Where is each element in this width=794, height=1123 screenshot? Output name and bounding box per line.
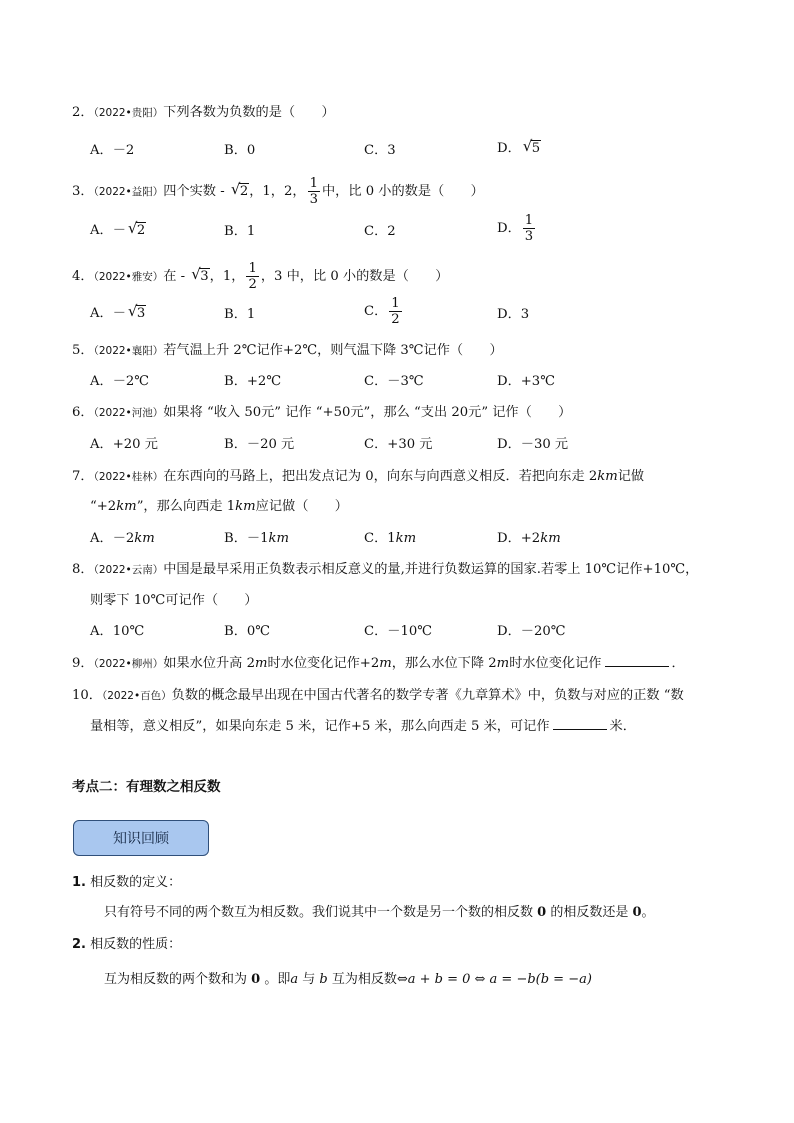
property-heading: 2. 相反数的性质：: [72, 937, 182, 952]
fraction: $\frac{1}{3}$: [524, 213, 534, 244]
section-title: 考点二：有理数之相反数: [72, 779, 221, 795]
question-10-continued: 量相等，意义相反”，如果向东走 5 米，记作+5 米，那么向西走 5 米，可记作 米．: [90, 716, 636, 737]
q6-option-d: D．－30 元: [497, 437, 569, 452]
q6-option-b: B．－20 元: [224, 437, 295, 452]
q6-option-c: C．+30 元: [364, 437, 433, 452]
question-9: 9．（2022•柳州）如果水位升高 2m时水位变化记作+2m，那么水位下降 2m时水位变化记作 ．: [72, 653, 685, 674]
q7-option-b: B．－1km: [224, 531, 289, 546]
question-10: 10．（2022•百色）负数的概念最早出现在中国古代著名的数学专著《九章算术》中，负数与对应的正数 “数: [72, 688, 684, 703]
q8-option-b: B．0℃: [224, 624, 271, 639]
question-8-continued: 则零下 10℃可记作（ ）: [90, 593, 258, 608]
sqrt-symbol: √ 2: [230, 180, 249, 199]
q2-option-c: C．3: [364, 143, 396, 158]
answer-blank[interactable]: [553, 716, 607, 730]
question-5: 5．（2022•襄阳）若气温上升 2℃记作+2℃，则气温下降 3℃记作（ ）: [72, 343, 503, 358]
question-7: 7．（2022•桂林）在东西向的马路上，把出发点记为 0，向东与向西意义相反．若把向东走 2km记做: [72, 469, 645, 484]
sqrt-symbol: √ 2: [127, 219, 146, 238]
q8-option-c: C．－10℃: [364, 624, 432, 639]
q3-option-c: C．2: [364, 224, 396, 239]
q3-option-b: B．1: [224, 224, 256, 239]
sqrt-symbol: √ 5: [522, 137, 541, 156]
q4-option-d: D．3: [497, 307, 530, 322]
q5-option-c: C．－3℃: [364, 374, 424, 389]
q5-option-a: A．－2℃: [90, 374, 150, 389]
q4-option-c: C． $\frac{1}{2}$: [364, 296, 400, 327]
question-8: 8．（2022•云南）中国是最早采用正负数表示相反意义的量,并进行负数运算的国家.若零上 10℃记作+10℃，: [72, 562, 699, 577]
q7-option-d: D．+2km: [497, 531, 561, 546]
q2-option-b: B．0: [224, 143, 256, 158]
q2-option-d: D． √ 5: [497, 139, 541, 159]
answer-blank[interactable]: [605, 653, 669, 667]
q4-option-b: B．1: [224, 307, 256, 322]
q5-option-b: B．+2℃: [224, 374, 282, 389]
definition-text: 只有符号不同的两个数互为相反数。我们说其中一个数是另一个数的相反数 0 的相反数还是 0。: [104, 905, 655, 920]
q2-option-a: A．－2: [90, 143, 135, 158]
fraction: $\frac{1}{2}$: [391, 296, 400, 327]
fraction: $\frac{1}{2}$: [248, 261, 257, 292]
q3-option-a: A．－ √ 2: [90, 221, 146, 241]
formula: a + b = 0 ⇔ a = −b(b = −a): [407, 972, 592, 987]
question-7-continued: “+2km”，那么向西走 1km应记做（ ）: [90, 499, 348, 514]
fraction: $\frac{1}{3}$: [309, 176, 318, 207]
q4-option-a: A．－ √ 3: [90, 304, 146, 324]
q5-option-d: D．+3℃: [497, 374, 555, 389]
question-6: 6．（2022•河池）如果将 “收入 50元” 记作 “+50元”，那么 “支出 20元” 记作（ ）: [72, 405, 572, 420]
q7-option-a: A．－2km: [90, 531, 155, 546]
question-3: 3．（2022•益阳）四个实数 - √ 2，1，2， $\frac{1}{3}$ 中，比 0 小的数是（ ）: [72, 176, 484, 207]
q8-option-a: A．10℃: [90, 624, 145, 639]
q8-option-d: D．－20℃: [497, 624, 566, 639]
q6-option-a: A．+20 元: [90, 437, 158, 452]
sqrt-symbol: √ 3: [127, 302, 146, 321]
property-text: 互为相反数的两个数和为 0 。即a 与 b 互为相反数⇔a + b = 0 ⇔ a = −b(b = −a): [104, 972, 592, 987]
question-2: 2．（2022•贵阳）下列各数为负数的是（ ）: [72, 105, 335, 120]
q3-option-d: D． $\frac{1}{3}$: [497, 213, 534, 244]
q7-option-c: C．1km: [364, 531, 417, 546]
knowledge-review-button[interactable]: 知识回顾: [73, 820, 209, 856]
definition-heading: 1. 相反数的定义：: [72, 875, 182, 890]
sqrt-symbol: √ 3: [191, 265, 209, 284]
question-4: 4．（2022•雅安）在 - √ 3，1， $\frac{1}{2}$ ，3 中，比 0 小的数是（ ）: [72, 261, 449, 292]
